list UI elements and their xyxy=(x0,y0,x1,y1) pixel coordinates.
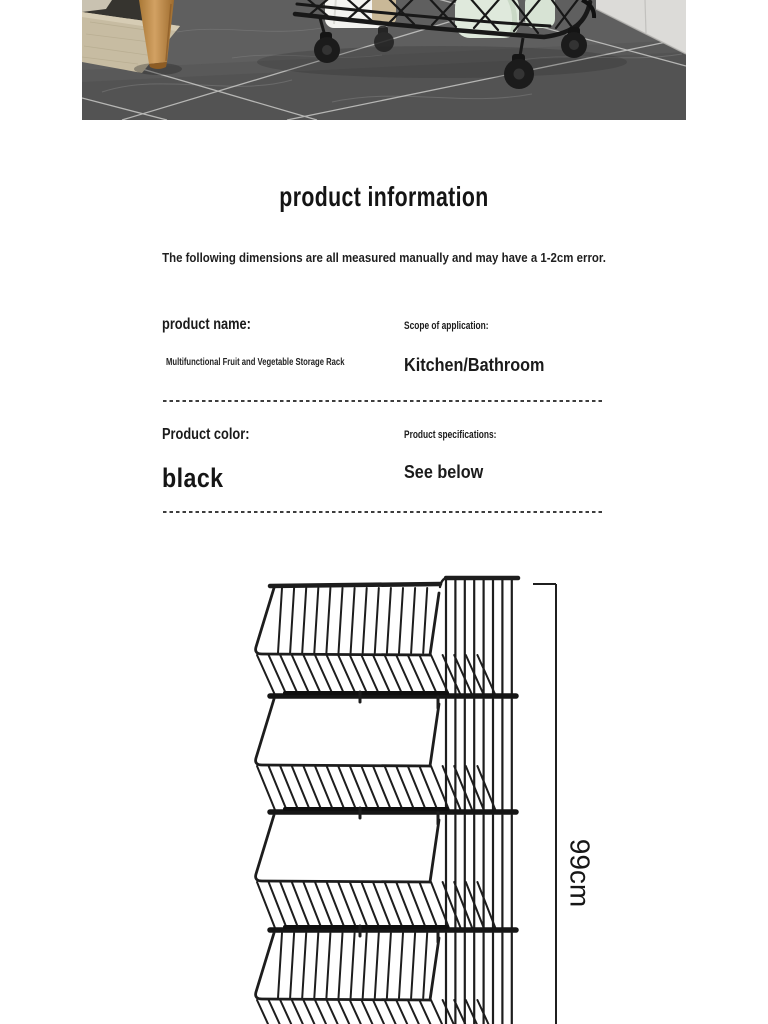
dashed-divider-1 xyxy=(163,400,603,402)
page-title: product information xyxy=(279,181,489,212)
height-dimension-line xyxy=(533,584,556,1024)
product-name-value: Multifunctional Fruit and Vegetable Storage Rack xyxy=(166,356,345,368)
product-specifications-value: See below xyxy=(404,462,484,482)
product-photo xyxy=(82,0,686,120)
dashed-divider-2 xyxy=(163,511,603,513)
rack-tiers xyxy=(256,578,518,1024)
product-color-label: Product color: xyxy=(162,426,250,443)
product-name-label: product name: xyxy=(162,316,251,333)
product-color-value: black xyxy=(162,463,224,493)
product-specifications-label: Product specifications: xyxy=(404,429,497,441)
measurement-disclaimer: The following dimensions are all measured manually and may have a 1-2cm error. xyxy=(162,250,606,265)
scope-of-application-label: Scope of application: xyxy=(404,320,489,332)
rack-line-drawing xyxy=(240,575,610,1024)
scope-of-application-value: Kitchen/Bathroom xyxy=(404,355,545,375)
height-dimension-label: 99cm xyxy=(564,838,596,908)
